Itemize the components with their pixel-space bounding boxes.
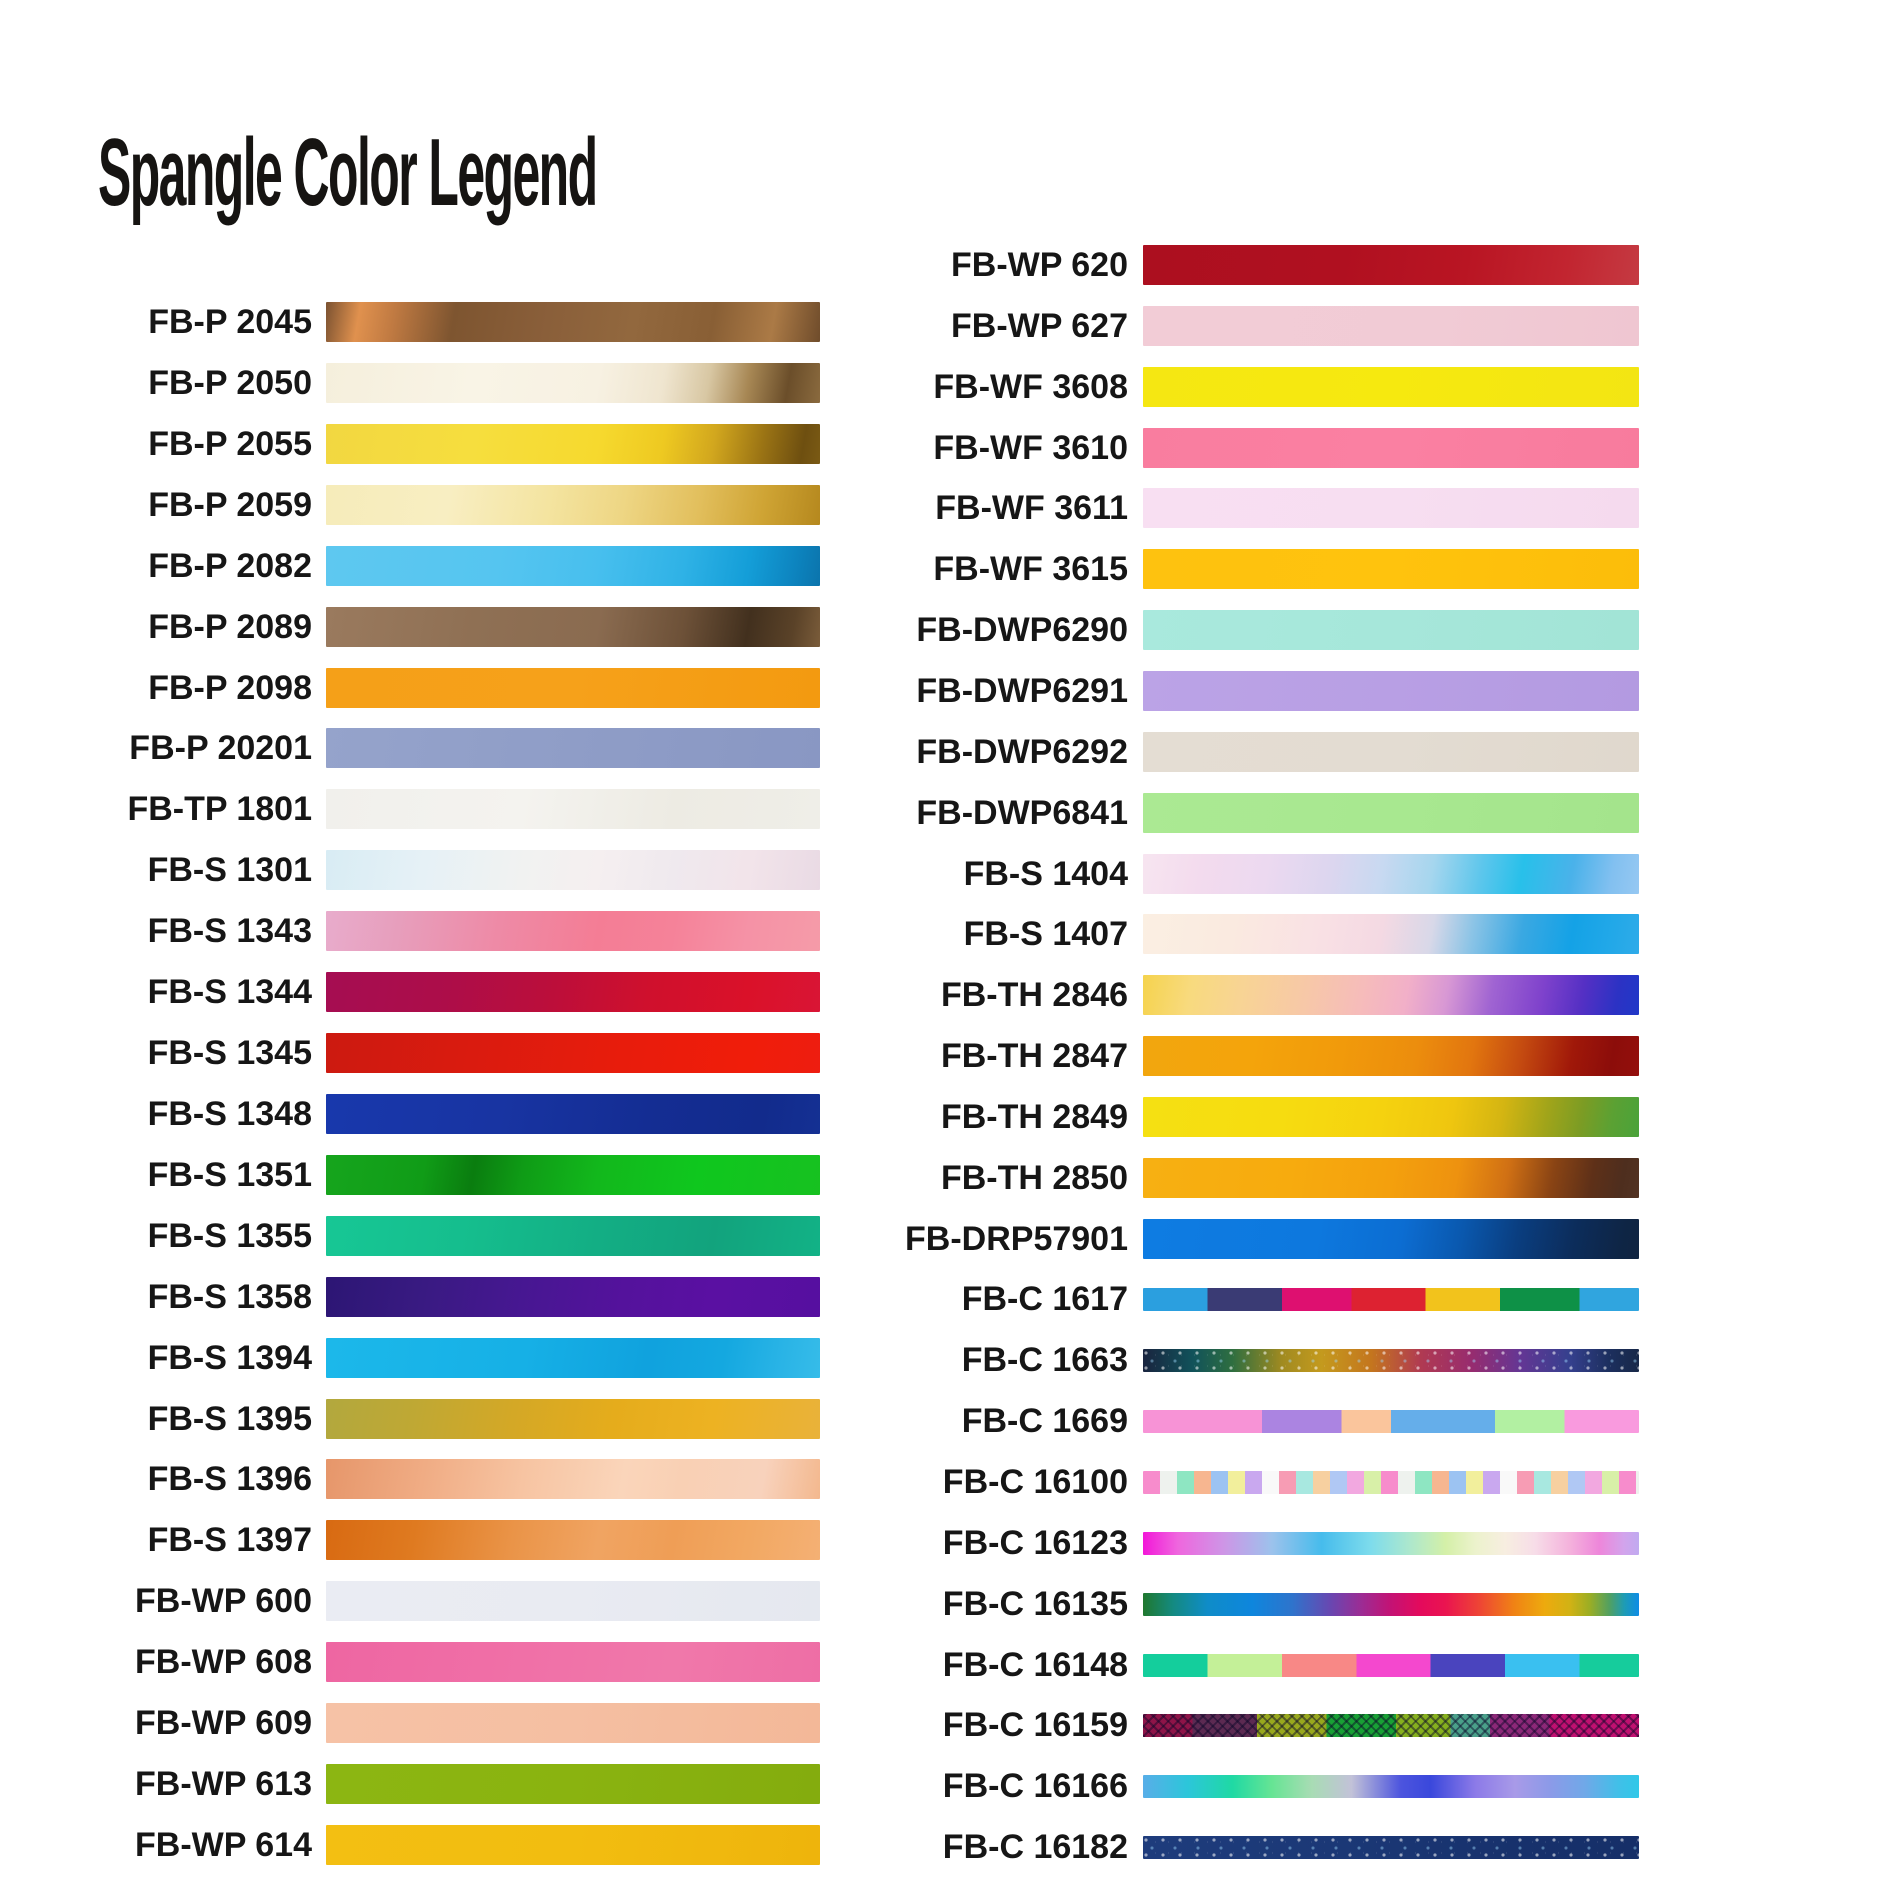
color-swatch [1143,1219,1639,1259]
color-swatch [1143,1097,1639,1137]
color-swatch [1143,428,1639,468]
legend-row [60,968,820,1016]
color-swatch [326,1825,820,1865]
swatch-label: FB-P 20201 [129,729,312,767]
legend-row [850,789,1639,837]
color-swatch [326,1033,820,1073]
color-swatch [1143,1775,1639,1798]
legend-row [60,481,820,529]
legend-row [850,545,1639,593]
color-swatch [1143,1714,1639,1737]
swatch-label: FB-WP 620 [951,246,1128,284]
swatch-label: FB-WP 627 [951,307,1128,345]
swatch-label: FB-C 1669 [961,1402,1128,1440]
swatch-label: FB-C 16166 [942,1767,1128,1805]
color-swatch [1143,245,1639,285]
legend-row [850,1823,1639,1871]
color-swatch [1143,1836,1639,1859]
legend-row [60,1760,820,1808]
swatch-label: FB-TH 2850 [940,1159,1128,1197]
legend-row [850,424,1639,472]
legend-row [850,1580,1639,1628]
legend-row [850,1458,1639,1506]
page-title: Spangle Color Legend [98,119,597,226]
swatch-label: FB-TH 2847 [940,1037,1128,1075]
color-swatch [1143,488,1639,528]
swatch-label: FB-P 2050 [148,364,312,402]
color-swatch [326,1399,820,1439]
color-swatch [326,1216,820,1256]
legend-row [60,907,820,955]
color-swatch [1143,1654,1639,1677]
swatch-label: FB-C 1663 [961,1341,1128,1379]
color-swatch [1143,854,1639,894]
swatch-label: FB-WP 608 [135,1643,312,1681]
legend-row [60,846,820,894]
legend-row [850,241,1639,289]
color-swatch [326,911,820,951]
legend-row [60,664,820,712]
legend-row [850,1154,1639,1202]
legend-row [60,1212,820,1260]
legend-row [850,971,1639,1019]
legend-row [60,420,820,468]
legend-row [850,667,1639,715]
swatch-label: FB-C 1617 [961,1280,1128,1318]
color-swatch [326,728,820,768]
legend-row [60,1455,820,1503]
legend-row [60,1029,820,1077]
color-swatch [326,668,820,708]
color-swatch [1143,671,1639,711]
legend-row [60,298,820,346]
color-swatch [1143,1532,1639,1555]
color-swatch [1143,1593,1639,1616]
swatch-label: FB-C 16100 [942,1463,1128,1501]
swatch-label: FB-P 2059 [148,486,312,524]
legend-row [850,1762,1639,1810]
legend-row [850,1701,1639,1749]
swatch-label: FB-S 1395 [147,1400,312,1438]
legend-row [850,1336,1639,1384]
swatch-label: FB-TH 2849 [940,1098,1128,1136]
swatch-label: FB-S 1348 [147,1095,312,1133]
swatch-label: FB-TH 2846 [940,976,1128,1014]
swatch-label: FB-WP 609 [135,1704,312,1742]
swatch-label: FB-WP 613 [135,1765,312,1803]
legend-row [60,1090,820,1138]
color-swatch [1143,975,1639,1015]
color-swatch [1143,793,1639,833]
legend-row [60,724,820,772]
legend-row [60,1638,820,1686]
color-swatch [1143,1349,1639,1372]
swatch-label: FB-DWP6290 [916,611,1128,649]
swatch-label: FB-DWP6841 [916,794,1128,832]
swatch-label: FB-P 2089 [148,608,312,646]
color-swatch [1143,610,1639,650]
legend-row [850,728,1639,776]
swatch-label: FB-S 1343 [147,912,312,950]
color-swatch [326,1642,820,1682]
color-swatch [326,607,820,647]
color-swatch [1143,1158,1639,1198]
swatch-label: FB-S 1344 [147,973,312,1011]
legend-row [850,1519,1639,1567]
swatch-label: FB-DWP6292 [916,733,1128,771]
legend-row [850,484,1639,532]
legend-row [60,1821,820,1869]
swatch-label: FB-P 2055 [148,425,312,463]
legend-row [850,910,1639,958]
color-swatch [326,1277,820,1317]
legend-row [60,1699,820,1747]
color-swatch [1143,1410,1639,1433]
swatch-label: FB-WF 3610 [933,429,1128,467]
legend-row [60,359,820,407]
swatch-label: FB-S 1394 [147,1339,312,1377]
color-swatch [326,363,820,403]
swatch-label: FB-DRP57901 [905,1220,1128,1258]
color-swatch [326,1520,820,1560]
swatch-label: FB-WF 3608 [933,368,1128,406]
swatch-label: FB-WP 600 [135,1582,312,1620]
legend-row [60,603,820,651]
legend-row [60,1334,820,1382]
color-swatch [326,1459,820,1499]
color-swatch [326,1155,820,1195]
swatch-label: FB-S 1345 [147,1034,312,1072]
legend-row [850,302,1639,350]
swatch-label: FB-S 1355 [147,1217,312,1255]
swatch-label: FB-WF 3615 [933,550,1128,588]
color-swatch [1143,1288,1639,1311]
swatch-label: FB-WP 614 [135,1826,312,1864]
legend-row [60,785,820,833]
color-swatch [326,789,820,829]
color-swatch [326,1094,820,1134]
legend-row [60,1577,820,1625]
legend-row [60,1273,820,1321]
color-swatch [1143,549,1639,589]
color-swatch [326,850,820,890]
color-swatch [1143,1471,1639,1494]
swatch-label: FB-C 16135 [942,1585,1128,1623]
legend-row [850,850,1639,898]
swatch-label: FB-C 16148 [942,1646,1128,1684]
swatch-label: FB-S 1407 [963,915,1128,953]
color-swatch [1143,306,1639,346]
legend-row [850,606,1639,654]
color-swatch [1143,914,1639,954]
swatch-label: FB-DWP6291 [916,672,1128,710]
color-swatch [326,424,820,464]
legend-row [60,542,820,590]
legend-row [850,1093,1639,1141]
color-swatch [326,485,820,525]
color-swatch [1143,367,1639,407]
legend-row [850,1275,1639,1323]
legend-row [60,1395,820,1443]
color-swatch [326,972,820,1012]
legend-row [850,1032,1639,1080]
swatch-label: FB-C 16159 [942,1706,1128,1744]
swatch-label: FB-P 2082 [148,547,312,585]
color-swatch [326,302,820,342]
swatch-label: FB-S 1358 [147,1278,312,1316]
swatch-label: FB-C 16182 [942,1828,1128,1866]
swatch-label: FB-TP 1801 [127,790,312,828]
color-swatch [326,546,820,586]
color-swatch [326,1764,820,1804]
swatch-label: FB-P 2045 [148,303,312,341]
color-swatch [326,1581,820,1621]
color-swatch [1143,1036,1639,1076]
swatch-label: FB-S 1351 [147,1156,312,1194]
legend-row [850,1641,1639,1689]
legend-row [850,363,1639,411]
swatch-label: FB-C 16123 [942,1524,1128,1562]
color-swatch [326,1338,820,1378]
color-swatch [326,1703,820,1743]
legend-row [60,1516,820,1564]
color-swatch [1143,732,1639,772]
swatch-label: FB-S 1397 [147,1521,312,1559]
swatch-label: FB-S 1301 [147,851,312,889]
legend-row [850,1397,1639,1445]
swatch-label: FB-S 1396 [147,1460,312,1498]
swatch-label: FB-P 2098 [148,669,312,707]
swatch-label: FB-S 1404 [963,855,1128,893]
swatch-label: FB-WF 3611 [935,489,1128,527]
legend-row [850,1215,1639,1263]
legend-row [60,1151,820,1199]
